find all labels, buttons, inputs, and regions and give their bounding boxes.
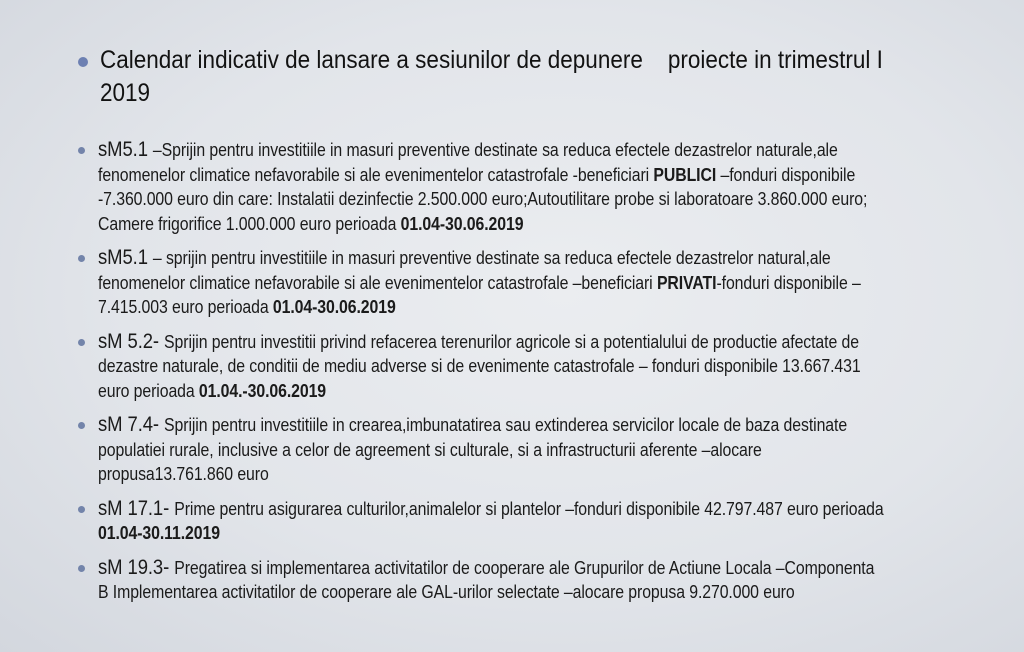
text-run: sM 7.4-: [98, 413, 165, 436]
bullet-icon: [78, 147, 85, 154]
text-run: Prime pentru asigurarea culturilor,animalelor si plantelor –fonduri disponibile 42.797.487 euro perioada: [174, 498, 888, 519]
text-run: sM 19.3-: [98, 555, 175, 579]
text-run: 01.04.-30.06.2019: [198, 380, 327, 401]
bullet-list: [78, 138, 994, 605]
bullet-icon: [78, 565, 85, 572]
text-run: Sprijin pentru investitii privind refacerea terenurilor agricole si a potentialului de productie afectate de dezastre naturale, de conditii de mediu adverse si de evenimente catastrofale – fonduri disponibile 13.667.431 euro perioada: [98, 331, 870, 401]
text-run: Sprijin pentru investitiile in crearea,imbunatatirea sau extinderea servicilor locale de baza destinate populatiei rurale, inclusive a celor de agreement si culturale, si a infrastructurii aferente –alocare propusa13.761.860 euro: [98, 415, 852, 484]
text-run: –fonduri disponibile -7.360.000 euro din care: Instalatii dezinfectie 2.500.000 euro;Autoutilitare probe si laboratoare 3.860.000 euro; Camere frigorifice 1.000.000 euro perioada: [98, 164, 872, 234]
bullet-text: [98, 246, 886, 320]
text-run: Pregatirea si implementarea activitatilor de cooperare ale Grupurilor de Actiune Locala –Componenta B Implementarea activitatilor de cooperare ale GAL-urilor selectate –alocare propusa 9.270.000 euro: [98, 557, 879, 602]
bullet-text: [98, 138, 886, 236]
bullet-text: [98, 497, 886, 546]
title-row: [78, 44, 994, 110]
title-bullet-icon: [78, 57, 88, 67]
list-item: [78, 138, 994, 236]
bullet-icon: [78, 339, 85, 346]
list-item: [78, 413, 994, 487]
text-run: sM5.1: [98, 246, 153, 269]
text-run: PRIVATI: [656, 272, 717, 293]
text-run: sM 5.2-: [98, 329, 165, 353]
text-run: PUBLICI: [653, 164, 717, 185]
text-run: 01.04-30.11.2019: [98, 523, 220, 543]
list-item: [78, 246, 994, 320]
text-run: -fonduri disponibile – 7.415.003 euro perioada: [98, 272, 866, 317]
text-run: sM 17.1-: [98, 496, 175, 520]
bullet-text: [98, 556, 886, 605]
bullet-icon: [78, 506, 85, 513]
list-item: [78, 497, 994, 546]
list-item: [78, 556, 994, 605]
bullet-icon: [78, 422, 85, 429]
text-run: – sprijin pentru investitiile in masuri preventive destinate sa reduca efectele dezastrelor natural,ale fenomenelor climatice nefavorabile si ale evenimentelor catastrofale –beneficiari: [98, 248, 835, 293]
text-run: –Sprijin pentru investitiile in masuri preventive destinate sa reduca efectele dezastrelor naturale,ale fenomenelor climatice nefavorabile si ale evenimentelor catastrofale -beneficiari: [98, 140, 843, 185]
text-run: 01.04-30.06.2019: [272, 297, 396, 317]
page-title: Calendar indicativ de lansare a sesiunilor de depunere proiecte in trimestrul I 2019: [100, 46, 890, 107]
bullet-text: [98, 330, 886, 404]
bullet-text: [98, 413, 886, 487]
list-item: [78, 330, 994, 404]
text-run: sM5.1: [98, 138, 153, 161]
bullet-icon: [78, 255, 85, 262]
text-run: 01.04-30.06.2019: [400, 213, 524, 234]
